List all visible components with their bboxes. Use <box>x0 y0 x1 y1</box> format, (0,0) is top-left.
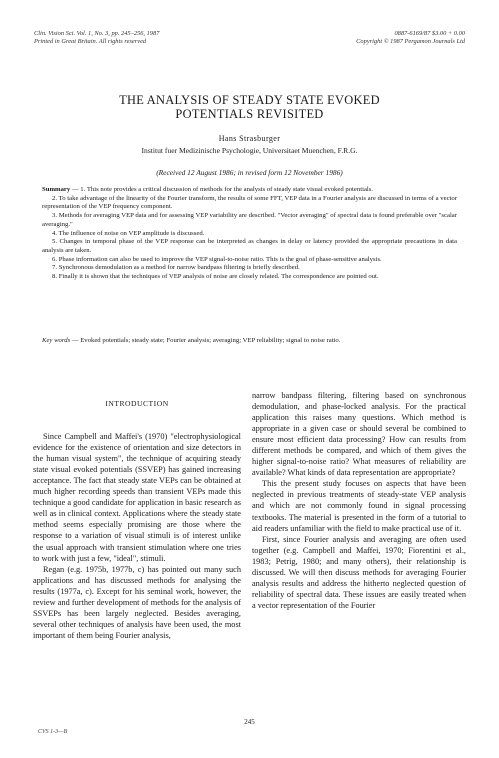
keywords-text: — Evoked potentials; steady state; Fourier analysis; averaging; VEP reliability; signal to noise ratio. <box>71 337 341 344</box>
summary-label: Summary <box>42 186 71 193</box>
summary-block <box>42 186 457 282</box>
keywords-label: Key words <box>42 337 71 344</box>
summary-paragraph-2: 2. To take advantage of the linearity of the Fourier transform, the results of some FFT, VEP data in a Fourier analysis are discussed in terms of a vector representation of the VEP frequency component. <box>42 194 457 211</box>
summary-paragraph-5: 5. Changes in temporal phase of the VEP response can be interpreted as changes in delay or latency provided the appropriate precautions in data analysis are taken. <box>42 238 457 254</box>
author-name: Hans Strasburger <box>218 134 281 143</box>
journal-header-left <box>34 30 159 46</box>
received-dates: (Received 12 August 1986; in revised form 12 November 1986) <box>156 168 343 177</box>
author-affiliation: Institut fuer Medizinische Psychologie, Universitaet Muenchen, F.R.G. <box>141 146 358 155</box>
summary-paragraph-7: 7. Synchronous demodulation as a method for narrow bandpass filtering is briefly described. <box>52 264 300 272</box>
summary-paragraph-6: 6. Phase information can also be used to improve the VEP signal-to-noise ratio. This is the goal of phase-sensitive analysis. <box>52 255 382 263</box>
title-line-2: POTENTIALS REVISITED <box>175 107 324 121</box>
summary-paragraph-4: 4. The influence of noise on VEP amplitude is discussed. <box>52 229 205 237</box>
journal-header-right <box>356 30 465 46</box>
summary-paragraph-1: Summary — 1. This note provides a critical discussion of methods for the analysis of steady state visual evoked potentials. <box>42 186 374 193</box>
left-column-paragraph-2: Regan (e.g. 1975b, 1977b, c) has pointed out many such applications and has discussed methods for analysing the results (1977a, c). Except for his seminal work, however, the review and further development of methods for the analysis of SSVEPs has been largely neglected. Besides averaging, several other techniques of analysis have been used, the most important of them being Fourier analysis, <box>33 564 241 640</box>
right-column-paragraph-2: This the present study focuses on aspects that have been neglected in previous treatments of steady-state VEP analysis and which are not commonly found in signal processing textbooks. The material is presented in the form of a tutorial to aid readers unfamiliar with the field to make practical use of it. <box>252 479 466 533</box>
left-column-paragraph-1: Since Campbell and Maffei's (1970) "electrophysiological evidence for the existence of orientation and size detectors in the human visual system", the technique of acquiring steady state visual evoked potentials (SSVEP) has gained increasing acceptance. The fact that steady state VEPs can be obtained at much higher recording speeds than transient VEPs made this technique a good candidate for application in basic research as well as in clinical context. Applications where the steady state method seems especially promising are those where the response to a variation of visual stimuli is of interest unlike the usual approach with transient stimulation where one tries to work with just a few, "ideal", stimuli. <box>33 432 241 563</box>
paper-title <box>34 93 465 121</box>
right-column <box>252 390 466 611</box>
section-heading-introduction: INTRODUCTION <box>105 399 169 408</box>
print-notice: Printed in Great Britain. All rights reserved <box>34 38 147 45</box>
journal-citation: Clin. Vision Sci. Vol. 1, No. 3, pp. 245–256, 1987 <box>34 30 160 37</box>
journal-price: 0887-6169/87 $3.00 + 0.00 <box>394 30 465 37</box>
right-column-paragraph-3: First, since Fourier analysis and averaging are often used together (e.g. Campbell and Maffei, 1970; Fiorentini et al., 1983; Petrig, 1980; and many others), their relationship is discussed. We will then discuss methods for averaging Fourier analysis results and address the hitherto neglected question of reliability of spectral data. These issues are easily treated when a vector representation of the Fourier <box>252 534 466 610</box>
copyright-notice: Copyright © 1987 Pergamon Journals Ltd <box>356 38 465 45</box>
keywords-block <box>42 337 457 346</box>
summary-text-1: 1. This note provides a critical discussion of methods for the analysis of steady state visual evoked potentials. <box>80 186 374 193</box>
footer-code: CVS 1-3—B <box>38 729 68 735</box>
page-number: 245 <box>244 718 255 726</box>
right-column-paragraph-1: narrow bandpass filtering, filtering based on synchronous demodulation, and phase-locked analysis. For the practical application this raises many questions. Which method is appropriate in a given case or should several be combined to ensure most efficient data processing? How can results from different methods be compared, and which of them gives the higher signal-to-noise ratio? What measures of reliability are available? What kinds of data representation are appropriate? <box>252 391 466 478</box>
summary-paragraph-8: 8. Finally it is shown that the techniques of VEP analysis of noise are closely related. The correspondence are pointed out. <box>52 273 379 281</box>
title-line-1: THE ANALYSIS OF STEADY STATE EVOKED <box>119 93 380 107</box>
summary-paragraph-3: 3. Methods for averaging VEP data and for assessing VEP variability are described. "Vector averaging" of spectral data is found preferable over "scalar averaging." <box>42 212 457 228</box>
left-column <box>33 390 241 641</box>
